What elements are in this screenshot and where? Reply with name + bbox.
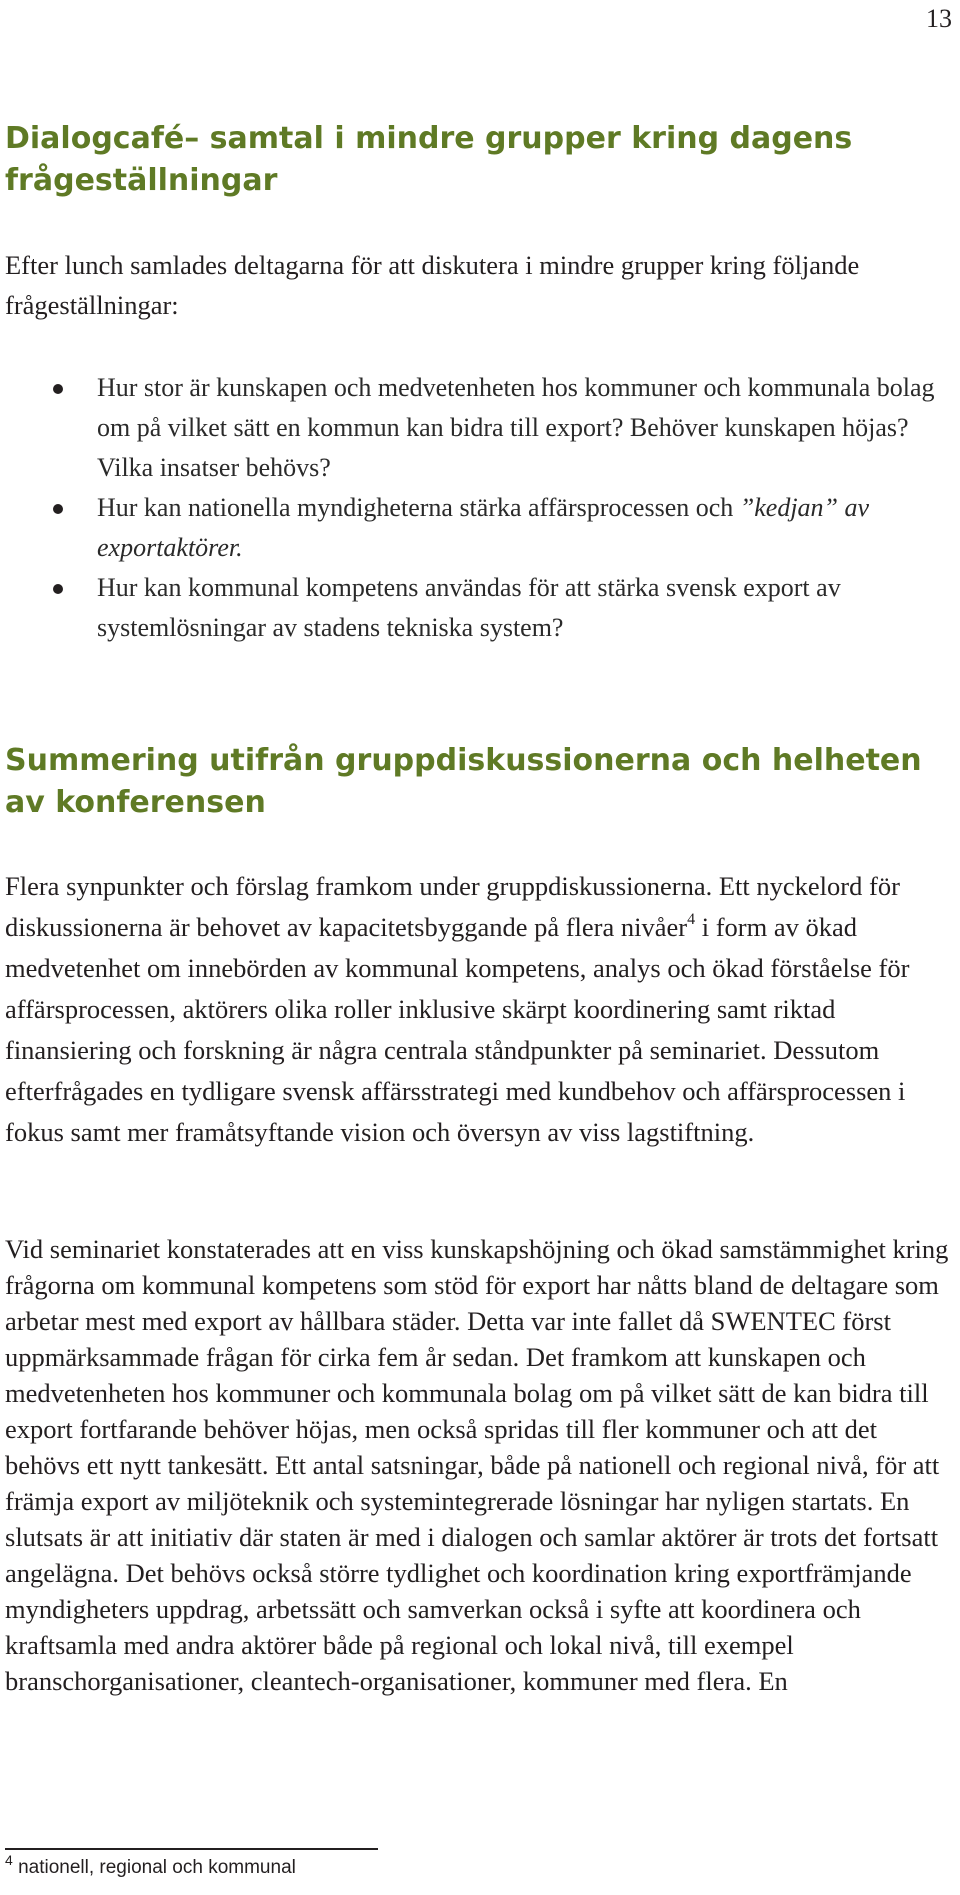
summary-paragraph-1: [5, 866, 955, 1153]
section-heading-dialogcafe: Dialogcafé– samtal i mindre grupper kring dagens frågeställningar: [5, 121, 853, 198]
section-heading-summering: Summering utifrån gruppdiskussionerna och helheten av konferensen: [5, 743, 922, 820]
bullet-icon: [53, 584, 63, 594]
list-item: [0, 368, 960, 488]
footnote-divider: [5, 1848, 378, 1850]
list-item-italic-text: ”kedjan” av exportaktörer.: [97, 493, 870, 562]
list-item: [0, 488, 960, 568]
footnote-number: 4: [5, 1852, 13, 1868]
list-item: [0, 568, 960, 648]
page-number: 13: [926, 4, 952, 33]
intro-paragraph: Efter lunch samlades deltagarna för att diskutera i mindre grupper kring följande frågeställningar:: [5, 250, 860, 320]
list-item-text: Hur kan nationella myndigheterna stärka affärsprocessen och: [97, 493, 734, 522]
list-item-text: Hur kan kommunal kompetens användas för att stärka svensk export av systemlösningar av stadens tekniska system?: [97, 573, 841, 642]
bullet-icon: [53, 384, 63, 394]
footnote-reference[interactable]: 4: [687, 911, 696, 928]
footnote: [5, 1852, 296, 1880]
bullet-icon: [53, 504, 63, 514]
footnote-text: nationell, regional och kommunal: [18, 1857, 296, 1878]
question-list: [0, 368, 960, 648]
summary-text-part-2: i form av ökad medvetenhet om innebörden av kommunal kompetens, analys och ökad förståelse för affärsprocessen, aktörers olika roller inklusive skärpt koordinering samt riktad finansiering och forskning är några centrala ståndpunkter på seminariet. Dessutom efterfrågades en tydligare svensk affärsstrategi med kundbehov och affärsprocessen i fokus samt mer framåtsyftande vision och översyn av viss lagstiftning.: [5, 912, 910, 1147]
summary-paragraph-2: Vid seminariet konstaterades att en viss kunskapshöjning och ökad samstämmighet kring frågorna om kommunal kompetens som stöd för export har nåtts bland de deltagare som arbetar mest med export av hållbara städer. Detta var inte fallet då SWENTEC först uppmärksammade frågan för cirka fem år sedan. Det framkom att kunskapen och medvetenheten hos kommuner och kommunala bolag om på vilket sätt de kan bidra till export fortfarande behöver höjas, men också spridas till fler kommuner och att det behövs ett nytt tankesätt. Ett antal satsningar, både på nationell och regional nivå, för att främja export av miljöteknik och systemintegrerade lösningar har nyligen startats. En slutsats är att initiativ där staten är med i dialogen och samlar aktörer är trots det fortsatt angelägna. Det behövs också större tydlighet och koordination kring exportfrämjande myndigheters uppdrag, arbetssätt och samverkan också i syfte att koordinera och kraftsamla med andra aktörer både på regional och lokal nivå, till exempel branschorganisationer, cleantech-organisationer, kommuner med flera. En: [5, 1234, 949, 1696]
list-item-text: Hur stor är kunskapen och medvetenheten hos kommuner och kommunala bolag om på vilket sätt en kommun kan bidra till export? Behöver kunskapen höjas? Vilka insatser behövs?: [97, 373, 935, 482]
summary-text-part-1: Flera synpunkter och förslag framkom under gruppdiskussionerna. Ett nyckelord för diskussionerna är behovet av kapacitetsbyggande på flera nivåer: [5, 871, 900, 942]
